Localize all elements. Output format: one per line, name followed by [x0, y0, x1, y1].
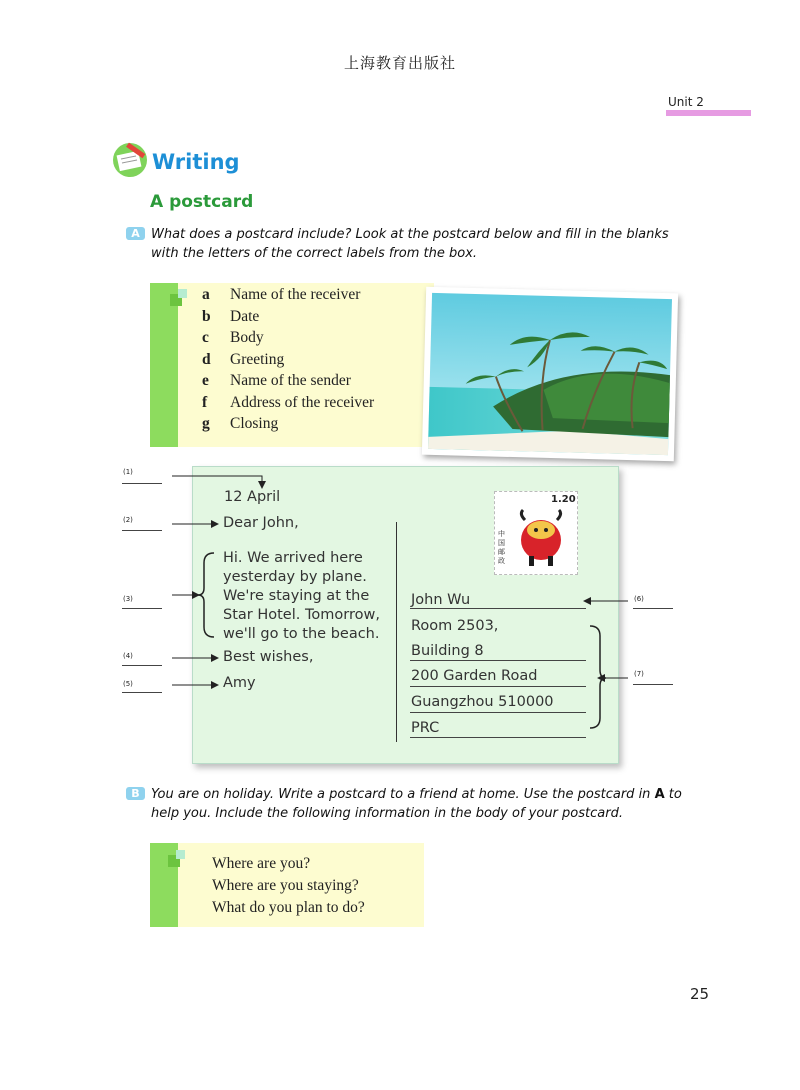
section-title: Writing [152, 150, 240, 174]
blank-number: (6) [634, 595, 644, 603]
label-key: g [202, 415, 210, 432]
blank-number: (5) [123, 680, 133, 688]
body-brace [198, 553, 214, 637]
stamp-value: 1.20 [551, 494, 576, 505]
body-line: Hi. We arrived here [223, 550, 363, 566]
question-item: Where are you? [212, 855, 311, 872]
body-line: yesterday by plane. [223, 569, 367, 585]
address-brace [590, 626, 606, 728]
publisher-name: 上海教育出版社 [343, 54, 456, 72]
label-key: f [202, 394, 208, 411]
label-key: c [202, 329, 209, 346]
blank-number: (1) [123, 468, 133, 476]
section-subtitle: A postcard [150, 192, 254, 212]
blank-number: (7) [634, 670, 644, 678]
postcard-sender: Amy [223, 675, 256, 691]
part-b-instruction-1 [151, 785, 682, 804]
body-line: Star Hotel. Tomorrow, [223, 607, 380, 623]
arrow-1 [172, 476, 262, 488]
address-line: Building 8 [411, 643, 484, 659]
blank-number: (3) [123, 595, 133, 603]
part-a-badge: A [126, 227, 145, 240]
part-a-instruction-2: with the letters of the correct labels from the box. [151, 246, 478, 261]
label-text: Name of the receiver [230, 286, 361, 303]
part-a-instruction-1: What does a postcard include? Look at the postcard below and fill in the blanks [151, 227, 669, 242]
instr-bold: A [654, 787, 665, 802]
label-text: Body [230, 329, 264, 346]
postcard-greeting: Dear John, [223, 515, 299, 531]
label-key: d [202, 351, 211, 368]
question-item: Where are you staying? [212, 877, 359, 894]
label-text: Date [230, 308, 260, 325]
body-line: we'll go to the beach. [223, 626, 380, 642]
question-item: What do you plan to do? [212, 899, 365, 916]
blank-number: (4) [123, 652, 133, 660]
label-text: Greeting [230, 351, 285, 368]
blank-number: (2) [123, 516, 133, 524]
postcard-date: 12 April [224, 489, 281, 505]
label-key: b [202, 308, 211, 325]
address-line: John Wu [411, 592, 471, 608]
question-list [212, 853, 365, 919]
label-key: e [202, 372, 209, 389]
label-text: Address of the receiver [230, 394, 375, 411]
address-line: Guangzhou 510000 [411, 694, 554, 710]
stamp-text: 中国邮政 [498, 530, 505, 565]
page-number: 25 [690, 985, 710, 1003]
label-key: a [202, 286, 210, 303]
label-text: Closing [230, 415, 279, 432]
instr-text: to [664, 787, 682, 802]
instr-text: You are on holiday. Write a postcard to a friend at home. Use the postcard in [151, 787, 655, 802]
address-line: PRC [411, 720, 440, 736]
part-b-instruction-2: help you. Include the following information in the body of your postcard. [151, 806, 623, 821]
postcard-closing: Best wishes, [223, 649, 314, 665]
label-text: Name of the sender [230, 372, 351, 389]
address-line: 200 Garden Road [411, 668, 538, 684]
unit-label: Unit 2 [668, 95, 704, 109]
address-line: Room 2503, [411, 618, 499, 634]
body-line: We're staying at the [223, 588, 370, 604]
box-square-light [176, 850, 185, 859]
part-b-badge: B [126, 787, 145, 800]
